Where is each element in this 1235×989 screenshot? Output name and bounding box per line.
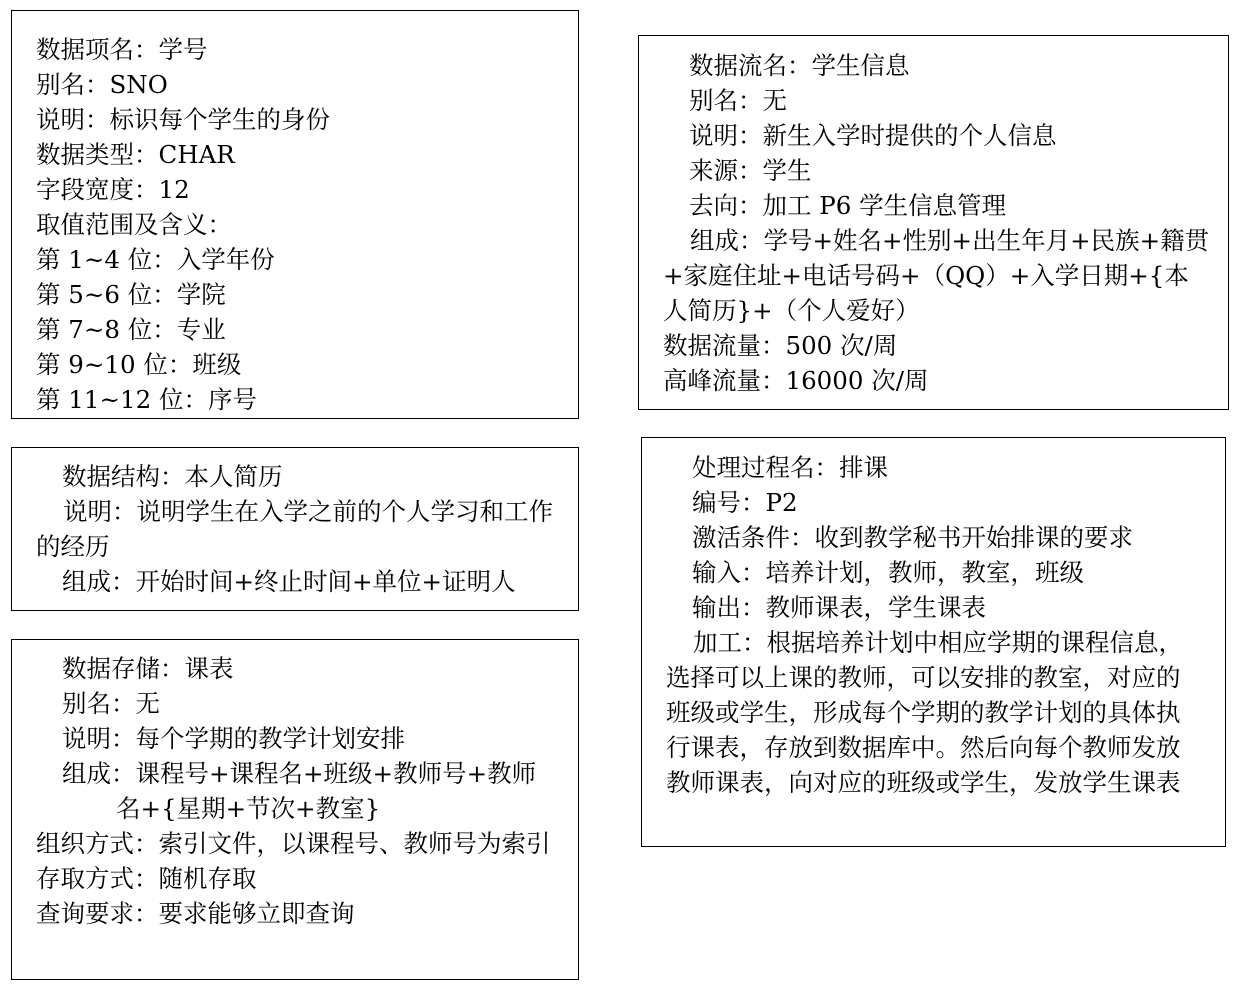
data-flow-destination: 去向：加工 P6 学生信息管理: [689, 191, 1007, 220]
data-flow-composition: 组成：学号+姓名+性别+出生年月+民族+籍贯+家庭住址+电话号码+（QQ）+入学日期+{本人简历}+（个人爱好）: [663, 226, 1210, 325]
process-processing: 加工：根据培养计划中相应学期的课程信息，选择可以上课的教师，可以安排的教室，对应的班级或学生，形成每个学期的教学计划的具体执行课表，存放到数据库中。然后向每个教师发放教师课表，向对应的班级或学生，发放学生课表: [666, 628, 1183, 797]
data-flow-name: 数据流名：学生信息: [689, 51, 910, 80]
process-name: 处理过程名：排课: [692, 453, 888, 482]
process-number: 编号：P2: [692, 488, 798, 517]
data-store-query: 查询要求：要求能够立即查询: [36, 899, 355, 928]
data-item-range: 第 7~8 位：专业: [36, 315, 226, 344]
data-structure-description: 说明：说明学生在入学之前的个人学习和工作的经历: [36, 497, 553, 561]
data-store-organization: 组织方式：索引文件，以课程号、教师号为索引: [36, 829, 551, 858]
process-output: 输出：教师课表，学生课表: [692, 593, 986, 622]
process-trigger: 激活条件：收到教学秘书开始排课的要求: [692, 523, 1133, 552]
data-store-access: 存取方式：随机存取: [36, 864, 257, 893]
data-item-name: 数据项名：学号: [36, 35, 208, 64]
data-store-name: 数据存储：课表: [62, 654, 234, 683]
data-flow-alias: 别名：无: [689, 86, 787, 115]
data-item-width: 字段宽度：12: [36, 175, 190, 204]
data-store-box: [11, 639, 579, 980]
data-flow-peak: 高峰流量：16000 次/周: [663, 366, 929, 395]
data-flow-box: [638, 35, 1229, 410]
data-store-alias: 别名：无: [62, 689, 160, 718]
data-structure-name: 数据结构：本人简历: [62, 462, 283, 491]
data-item-range-title: 取值范围及含义：: [36, 210, 232, 239]
data-item-range: 第 1~4 位：入学年份: [36, 245, 275, 274]
data-store-composition-continued: 名+{星期+节次+教室}: [116, 794, 381, 823]
data-store-composition: 组成：课程号+课程名+班级+教师号+教师: [62, 759, 537, 788]
data-flow-source: 来源：学生: [689, 156, 812, 185]
process-input: 输入：培养计划，教师，教室，班级: [692, 558, 1084, 587]
data-structure-box: [11, 447, 579, 611]
data-item-range: 第 11~12 位：序号: [36, 385, 257, 414]
data-flow-description: 说明：新生入学时提供的个人信息: [689, 121, 1057, 150]
data-item-range: 第 9~10 位：班级: [36, 350, 242, 379]
data-item-alias: 别名：SNO: [36, 70, 168, 99]
data-item-type: 数据类型：CHAR: [36, 140, 235, 169]
data-item-description: 说明：标识每个学生的身份: [36, 105, 330, 134]
data-flow-volume: 数据流量：500 次/周: [663, 331, 898, 360]
process-box: [641, 437, 1226, 847]
data-item-box: [11, 10, 579, 419]
data-structure-composition: 组成：开始时间+终止时间+单位+证明人: [62, 567, 516, 596]
data-item-range: 第 5~6 位：学院: [36, 280, 226, 309]
data-store-description: 说明：每个学期的教学计划安排: [62, 724, 405, 753]
